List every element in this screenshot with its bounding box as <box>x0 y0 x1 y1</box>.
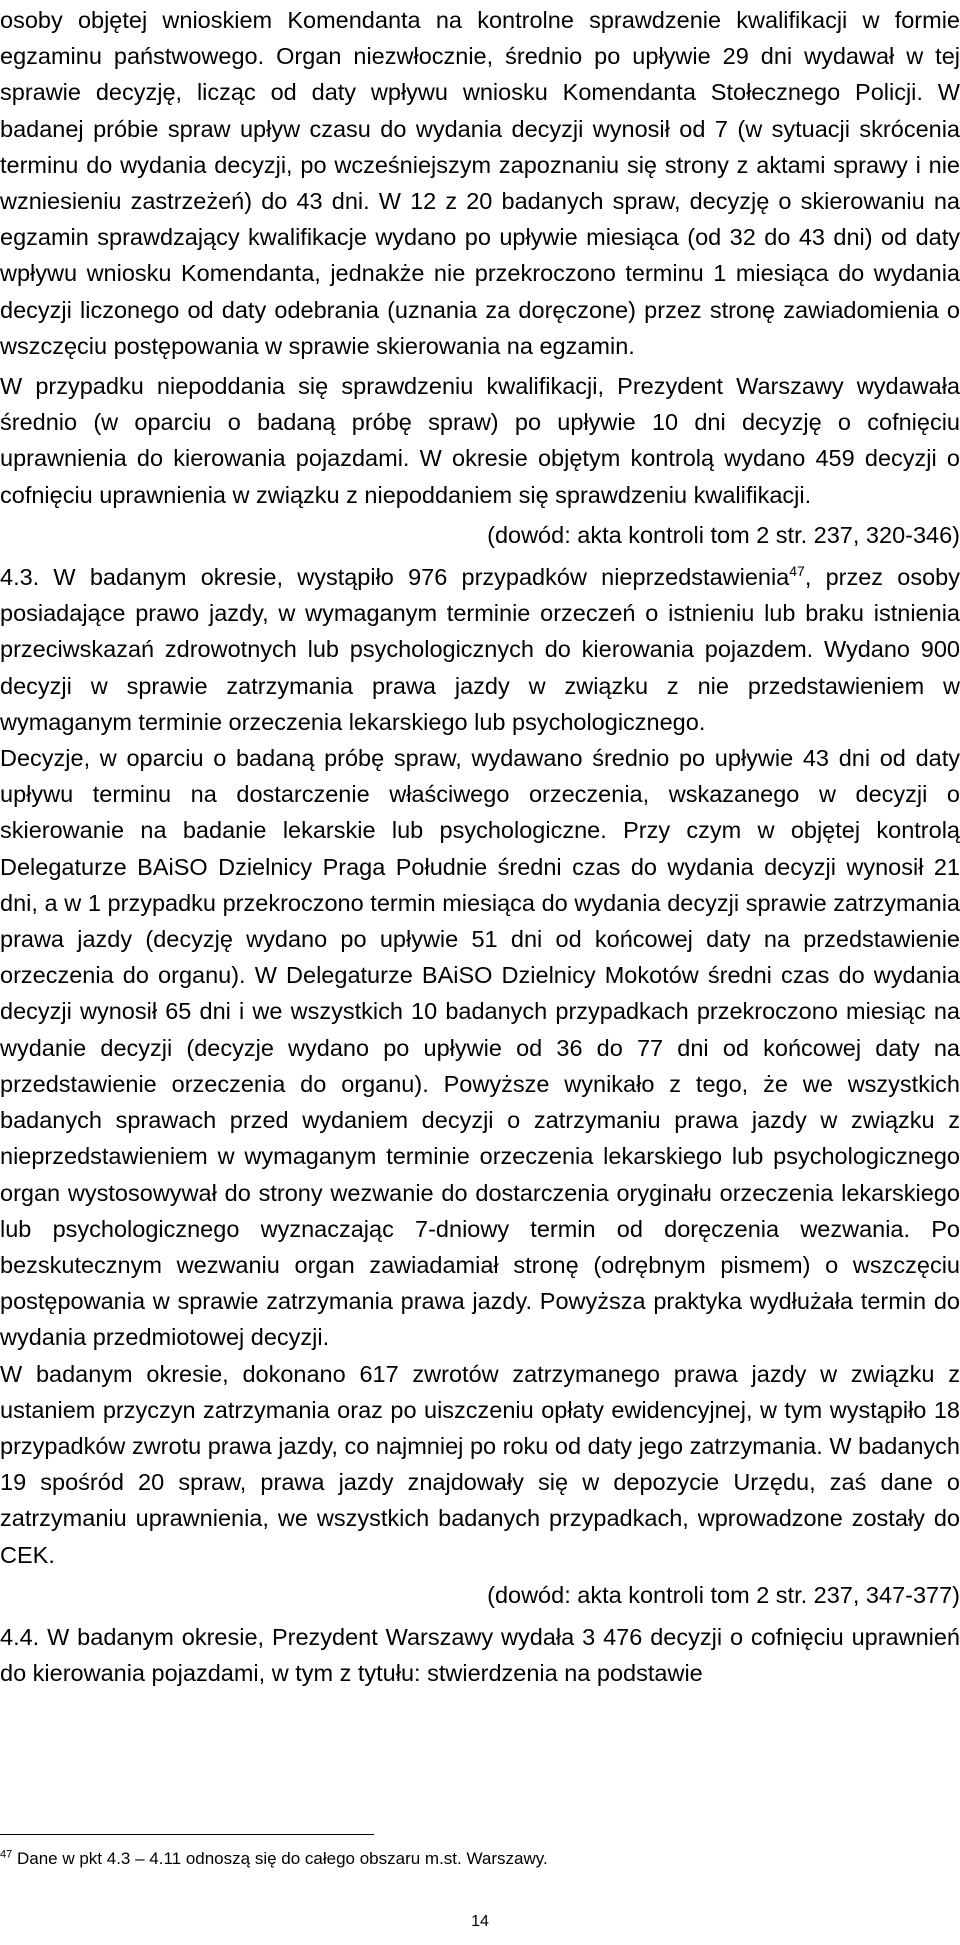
paragraph: W przypadku niepoddania się sprawdzeniu kwalifikacji, Prezydent Warszawy wydawała średnio (w oparciu o badaną próbę spraw) po upływie 10 dni decyzję o cofnięciu uprawnienia do kierowania pojazdami. W okresie objętym kontrolą wydano 459 decyzji o cofnięciu uprawnienia w związku z niepoddaniem się sprawdzeniu kwalifikacji. <box>0 373 960 508</box>
paragraph: W badanym okresie, dokonano 617 zwrotów zatrzymanego prawa jazdy w związku z ustaniem przyczyn zatrzymania oraz po uiszczeniu opłaty ewidencyjnej, w tym wystąpiło 18 przypadków zwrotu prawa jazdy, co najmniej po roku od daty jego zatrzymania. W badanych 19 spośród 20 spraw, prawa jazdy znajdowały się w depozycie Urzędu, zaś dane o zatrzymaniu uprawnienia, we wszystkich badanych przypadkach, wprowadzone zostały do CEK. <box>0 1360 960 1568</box>
body-text <box>0 2 960 1691</box>
paragraph-text: 4.3. W badanym okresie, wystąpiło 976 przypadków nieprzedstawienia <box>0 564 790 591</box>
page-number: 14 <box>471 1913 489 1930</box>
footnote <box>0 1848 960 1870</box>
footnote-text: Dane w pkt 4.3 – 4.11 odnoszą się do całego obszaru m.st. Warszawy. <box>12 1849 548 1868</box>
evidence-note: (dowód: akta kontroli tom 2 str. 237, 320-346) <box>487 521 960 548</box>
paragraph-text: , przez osoby posiadające prawo jazdy, w wymaganym terminie orzeczeń o istnieniu lub braku istnienia przeciwskazań zdrowotnych lub psychologicznych do kierowania pojazdem. Wydano 900 decyzji w sprawie zatrzymania prawa jazdy w związku z nie przedstawieniem w wymaganym terminie orzeczenia lekarskiego lub psychologicznego. <box>0 564 960 735</box>
paragraph: Decyzje, w oparciu o badaną próbę spraw, wydawano średnio po upływie 43 dni od daty upływu terminu na dostarczenie właściwego orzeczenia, wskazanego w decyzji o skierowanie na badanie lekarskie lub psychologiczne. Przy czym w objętej kontrolą Delegaturze BAiSO Dzielnicy Praga Południe średni czas do wydania decyzji wynosił 21 dni, a w 1 przypadku przekroczono termin miesiąca do wydania decyzji sprawie zatrzymania prawa jazdy (decyzję wydano po upływie 51 dni od końcowej daty na przedstawienie orzeczenia do organu). W Delegaturze BAiSO Dzielnicy Mokotów średni czas do wydania decyzji wynosił 65 dni i we wszystkich 10 badanych przypadkach przekroczono miesiąc na wydanie decyzji (decyzje wydano po upływie od 36 do 77 dni od końcowej daty na przedstawienie orzeczenia do organu). Powyższe wynikało z tego, że we wszystkich badanych sprawach przed wydaniem decyzji o zatrzymaniu prawa jazdy w związku z nieprzedstawieniem w wymaganym terminie orzeczenia lekarskiego lub psychologicznego organ wystosowywał do strony wezwanie do dostarczenia oryginału orzeczenia lekarskiego lub psychologicznego wyznaczając 7-dniowy termin od doręczenia wezwania. Po bezskutecznym wezwaniu organ zawiadamiał stronę (odrębnym pismem) o wszczęciu postępowania w sprawie zatrzymania prawa jazdy. Powyższa praktyka wydłużała termin do wydania przedmiotowej decyzji. <box>0 745 960 1351</box>
footnote-marker: 47 <box>0 1848 13 1861</box>
footnote-reference: 47 <box>789 563 805 580</box>
paragraph-section-4-4: 4.4. W badanym okresie, Prezydent Warszawy wydała 3 476 decyzji o cofnięciu uprawnień do kierowania pojazdami, w tym z tytułu: stwierdzenia na podstawie <box>0 1623 960 1687</box>
footnote-separator <box>0 1834 374 1835</box>
evidence-note: (dowód: akta kontroli tom 2 str. 237, 347-377) <box>487 1581 960 1608</box>
paragraph: osoby objętej wnioskiem Komendanta na kontrolne sprawdzenie kwalifikacji w formie egzaminu państwowego. Organ niezwłocznie, średnio po upływie 29 dni wydawał w tej sprawie decyzję, licząc od daty wpływu wniosku Komendanta Stołecznego Policji. W badanej próbie spraw upływ czasu do wydania decyzji wynosił od 7 (w sytuacji skrócenia terminu do wydania decyzji, po wcześniejszym zapoznaniu się strony z aktami sprawy i nie wzniesieniu zastrzeżeń) do 43 dni. W 12 z 20 badanych spraw, decyzję o skierowaniu na egzamin sprawdzający kwalifikacje wydano po upływie miesiąca (od 32 do 43 dni) od daty wpływu wniosku Komendanta, jednakże nie przekroczono terminu 1 miesiąca do wydania decyzji liczonego od daty odebrania (uznania za doręczone) przez stronę zawiadomienia o wszczęciu postępowania w sprawie skierowania na egzamin. <box>0 7 960 359</box>
paragraph-section-4-3 <box>0 559 960 740</box>
